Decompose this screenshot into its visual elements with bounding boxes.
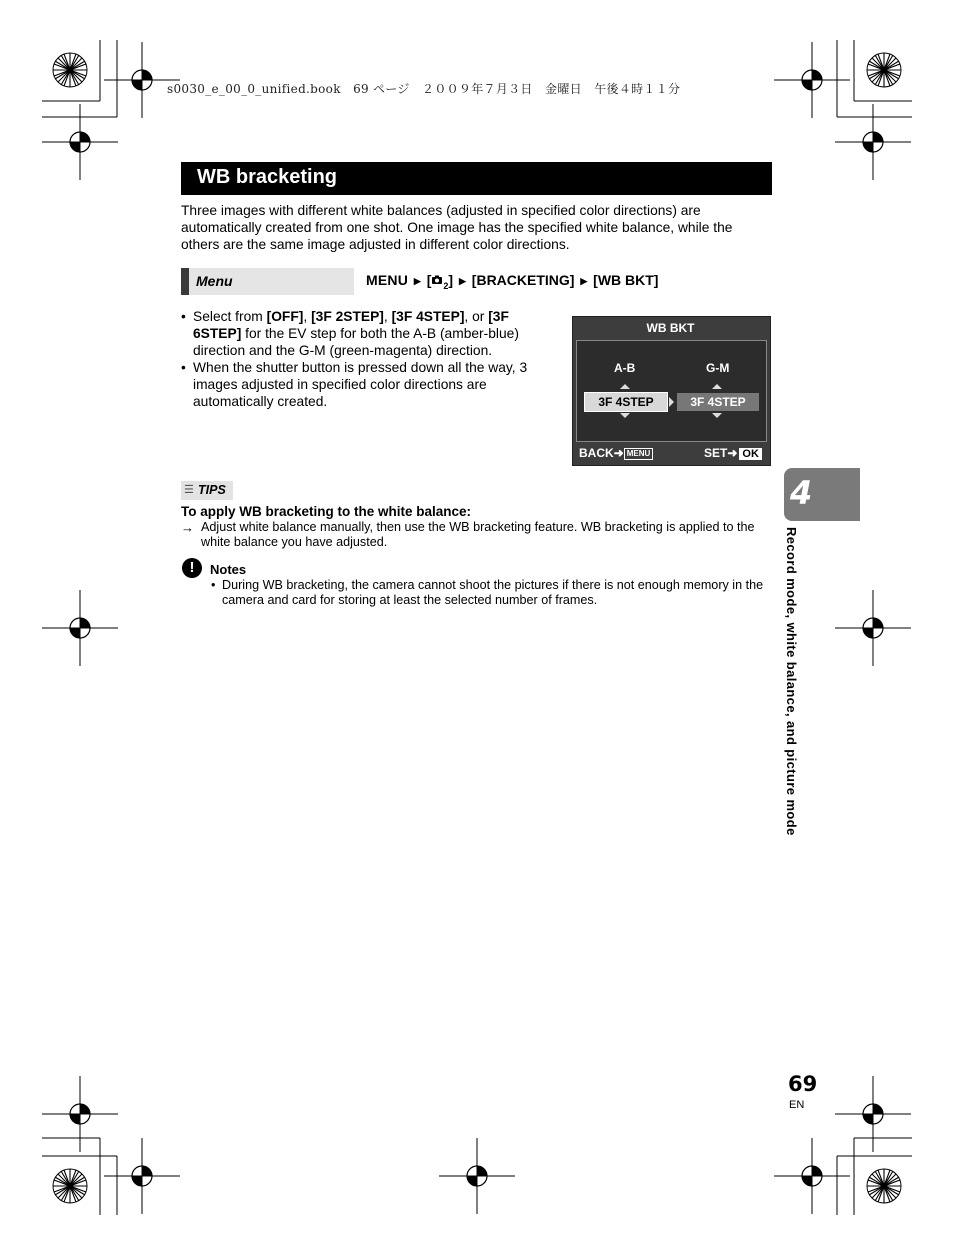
right-arrow-icon: [669, 397, 674, 407]
ab-up-arrow-icon: [620, 384, 630, 389]
camera-menu-icon: [431, 272, 443, 288]
bullet-1-sep: , or: [464, 309, 489, 324]
menu-label-accent: [181, 268, 189, 295]
gm-up-arrow-icon: [712, 384, 722, 389]
back-label: BACK: [579, 446, 614, 460]
menu-path-bracket-open: [: [426, 272, 432, 288]
tips-note-icon: ☰: [184, 484, 194, 496]
notes-title: Notes: [210, 562, 247, 577]
section-title: WB bracketing: [197, 166, 338, 188]
bullet-dot: •: [181, 309, 186, 324]
menu-path-menu: MENU: [366, 272, 409, 288]
arrow-icon: ➜: [727, 446, 738, 460]
option-3f-6step: [3F 6STEP]: [193, 309, 509, 341]
bullet-1-sep: ,: [303, 309, 312, 324]
camera-screen-title: WB BKT: [646, 321, 695, 335]
notes-body: During WB bracketing, the camera cannot shoot the pictures if there is not enough memory in the camera and card for storing at least the selected number of frames.: [222, 578, 764, 607]
option-3f-2step: [3F 2STEP]: [311, 309, 384, 324]
tips-label: TIPS: [198, 483, 226, 497]
chapter-side-title: Record mode, white balance, and picture mode: [784, 527, 799, 836]
file-header: s0030_e_00_0_unified.book 69 ページ ２００９年７月３日 金曜日 午後４時１１分: [167, 82, 681, 96]
menu-path: [366, 272, 658, 291]
option-off: [OFF]: [266, 309, 304, 324]
menu-path-arrow-icon: ▶: [413, 276, 421, 286]
menu-path-bracket-close: ]: [448, 272, 454, 288]
bullet-list: [181, 308, 541, 410]
gm-label: G-M: [706, 361, 730, 375]
bullet-dot: •: [181, 360, 186, 375]
menu-path-arrow-icon: ▶: [580, 276, 588, 286]
menu-path-arrow-icon: ▶: [458, 276, 466, 286]
chapter-number: 4: [790, 474, 813, 512]
page-language: EN: [789, 1099, 805, 1111]
menu-key-icon: MENU: [624, 448, 654, 460]
camera-screen-panel: [576, 340, 767, 442]
tips-arrow-icon: →: [181, 520, 194, 535]
tips-body: Adjust white balance manually, then use the WB bracketing feature. WB bracketing is applied to the white balance you have adjusted.: [201, 520, 755, 549]
ab-value-selector[interactable]: 3F 4STEP: [584, 392, 668, 412]
menu-path-bracketing: [BRACKETING]: [471, 272, 575, 288]
arrow-icon: ➜: [613, 446, 624, 460]
gm-value-selector[interactable]: 3F 4STEP: [677, 393, 759, 411]
back-hint: [579, 446, 653, 460]
gm-down-arrow-icon: [712, 413, 722, 418]
bullet-item-1: [181, 308, 541, 359]
bullet-1-text-end: for the EV step for both the A-B (amber-blue) direction and the G-M (green-magenta) direction.: [193, 326, 519, 358]
ab-label: A-B: [614, 361, 636, 375]
tips-heading: To apply WB bracketing to the white balance:: [181, 504, 472, 519]
set-label: SET: [704, 446, 728, 460]
notes-warning-icon: !: [182, 558, 202, 578]
set-hint: [704, 446, 762, 460]
intro-paragraph: Three images with different white balances (adjusted in specified color directions) are automatically created from one shot. One image has the specified white balance, while the others are the same image adjusted in different color directions.: [181, 203, 733, 252]
menu-path-submenu-number: 2: [443, 280, 449, 291]
option-3f-4step: [3F 4STEP]: [391, 309, 465, 324]
bullet-1-text: Select from: [193, 309, 267, 324]
page-number: 69: [788, 1072, 818, 1096]
menu-label: Menu: [196, 273, 233, 289]
menu-path-wb-bkt: [WB BKT]: [593, 272, 659, 288]
ab-down-arrow-icon: [620, 413, 630, 418]
bullet-1-sep: ,: [383, 309, 392, 324]
bullet-2-text: When the shutter button is pressed down all the way, 3 images adjusted in specified color directions are automatically created.: [193, 360, 528, 409]
bullet-item-2: [181, 359, 541, 410]
ok-key-icon: OK: [739, 448, 762, 460]
notes-bullet-dot: •: [211, 578, 216, 592]
